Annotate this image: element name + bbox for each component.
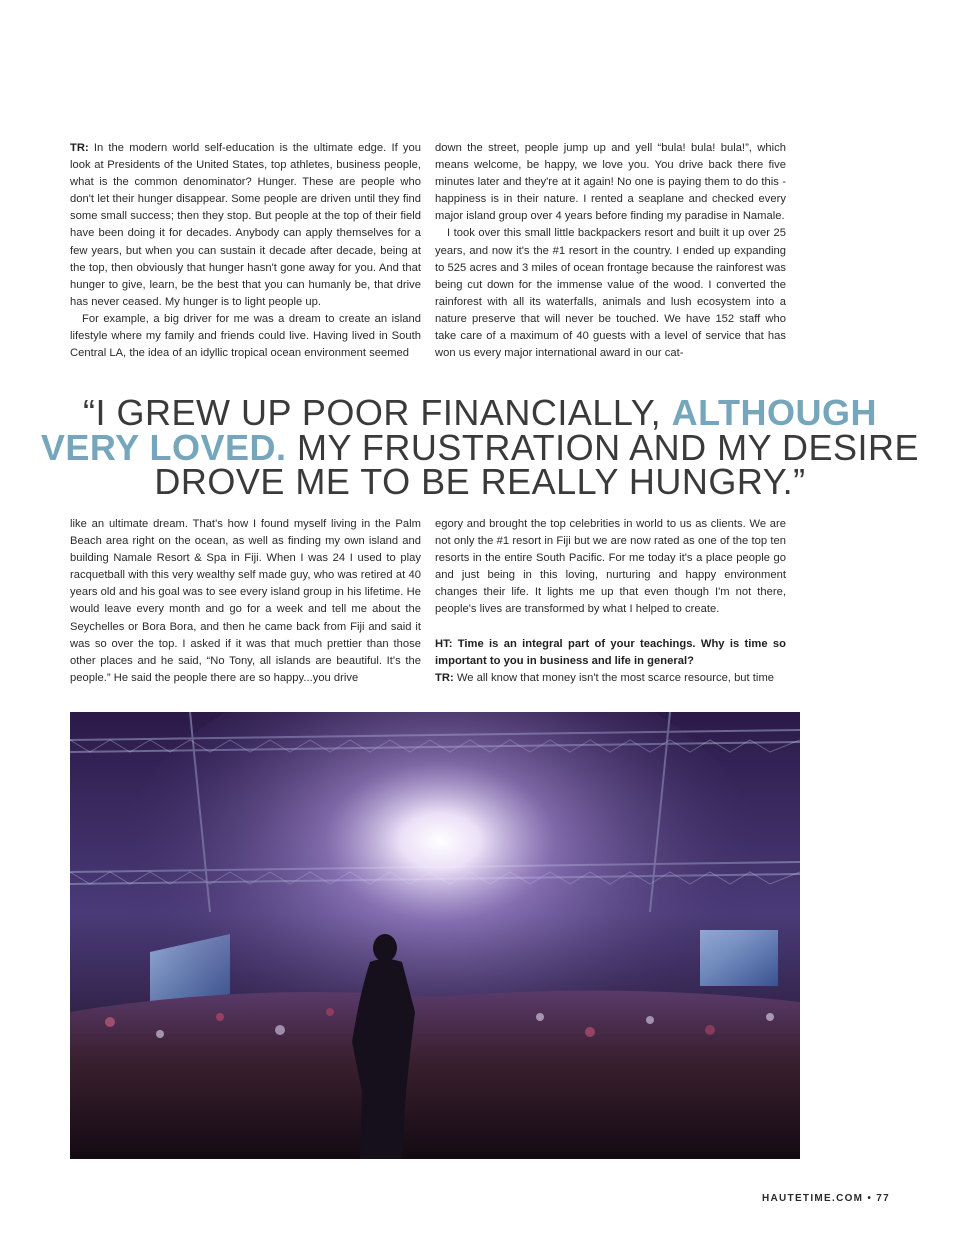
paragraph: egory and brought the top celebrities in world to us as clients. We are not only the #1 resort in Fiji but we are now rated as one of the top ten resorts in the entire South Pacific. For me today it's a place people go and just being in this loving, nurturing and happy environment changes their life. It lights me up that even though I'm not there, people's lives are transformed by what I helped to create. bbox=[435, 518, 786, 616]
paragraph: For example, a big driver for me was a dream to create an island lifestyle where my family and friends could live. Having lived in South Central LA, the idea of an idyllic tropical ocean environment seemed bbox=[70, 312, 421, 360]
paragraph-text: We all know that money isn't the most scarce resource, but time bbox=[453, 671, 775, 684]
article-column-bottom-right bbox=[435, 516, 786, 687]
pull-quote-part2: MY FRUSTRATION AND MY DESIRE DROVE ME TO BE REALLY HUNGRY.” bbox=[154, 426, 920, 502]
event-photo bbox=[70, 712, 800, 1159]
question-text: HT: Time is an integral part of your teachings. Why is time so important to you in business and life in general? bbox=[435, 637, 786, 667]
page-footer: HAUTETIME.COM • 77 bbox=[761, 1193, 890, 1204]
stage-crowd-image bbox=[70, 712, 800, 1159]
pull-quote-part1: “I GREW UP POOR FINANCIALLY, bbox=[83, 392, 672, 433]
paragraph: I took over this small little backpackers resort and built it up over 25 years, and now it's the #1 resort in the country. I ended up expanding to 525 acres and 3 miles of ocean frontage because the rainforest was being cut down for the immense value of the wood. I converted the rainforest with all its waterfalls, animals and lush ecosystem into a nature preserve that will never be touched. We have 152 staff who take care of a maximum of 40 guests with a level of service that has won us every major international award in our cat- bbox=[435, 227, 786, 360]
speaker-label: TR: bbox=[70, 142, 89, 154]
interview-question bbox=[435, 636, 786, 670]
article-column-top-right bbox=[435, 140, 786, 362]
article-column-top-left bbox=[70, 140, 421, 362]
pull-quote bbox=[40, 392, 920, 502]
speaker-label: TR: bbox=[435, 671, 454, 684]
paragraph-text: In the modern world self-education is the ultimate edge. If you look at Presidents of the United States, top athletes, business people, what is the common denominator? Hunger. These are people who don't let their hunger disappear. Some people are driven until they find some small success; then they stop. But people at the top of their field have been doing it for decades. Anybody can apply themselves for a few years, but when you can sustain it decade after decade, being at the top, then obviously that hunger hasn't gone away for you. And that hunger to give, learn, be the best that you can humanly be, that drive has never ceased. My hunger is to light people up. bbox=[70, 142, 421, 308]
paragraph bbox=[435, 670, 786, 687]
paragraph: down the street, people jump up and yell “bula! bula! bula!”, which means welcome, be happy, we love you. You drive back there five minutes later and they're at it again! No one is paying them to do this - happiness is in their nature. I rented a seaplane and checked every major island group over 4 years before finding my paradise in Namale. bbox=[435, 142, 786, 223]
pull-quote-highlight: ALTHOUGH VERY LOVED. bbox=[40, 392, 877, 468]
article-column-bottom-left bbox=[70, 516, 421, 687]
paragraph bbox=[70, 140, 421, 311]
paragraph: like an ultimate dream. That's how I found myself living in the Palm Beach area right on the ocean, as well as finding my own island and building Namale Resort & Spa in Fiji. When I was 24 I used to play racquetball with this very wealthy self made guy, who was retired at 40 years old and his goal was to see every island group in his lifetime. He would leave every month and go for a week and tell me about the Seychelles or Bora Bora, and then he came back from Fiji and said it was so over the top. I asked if it was that much prettier than those other places and he said, “No Tony, all islands are beautiful. It's the people.” He said the people there are so happy...you drive bbox=[70, 518, 421, 684]
